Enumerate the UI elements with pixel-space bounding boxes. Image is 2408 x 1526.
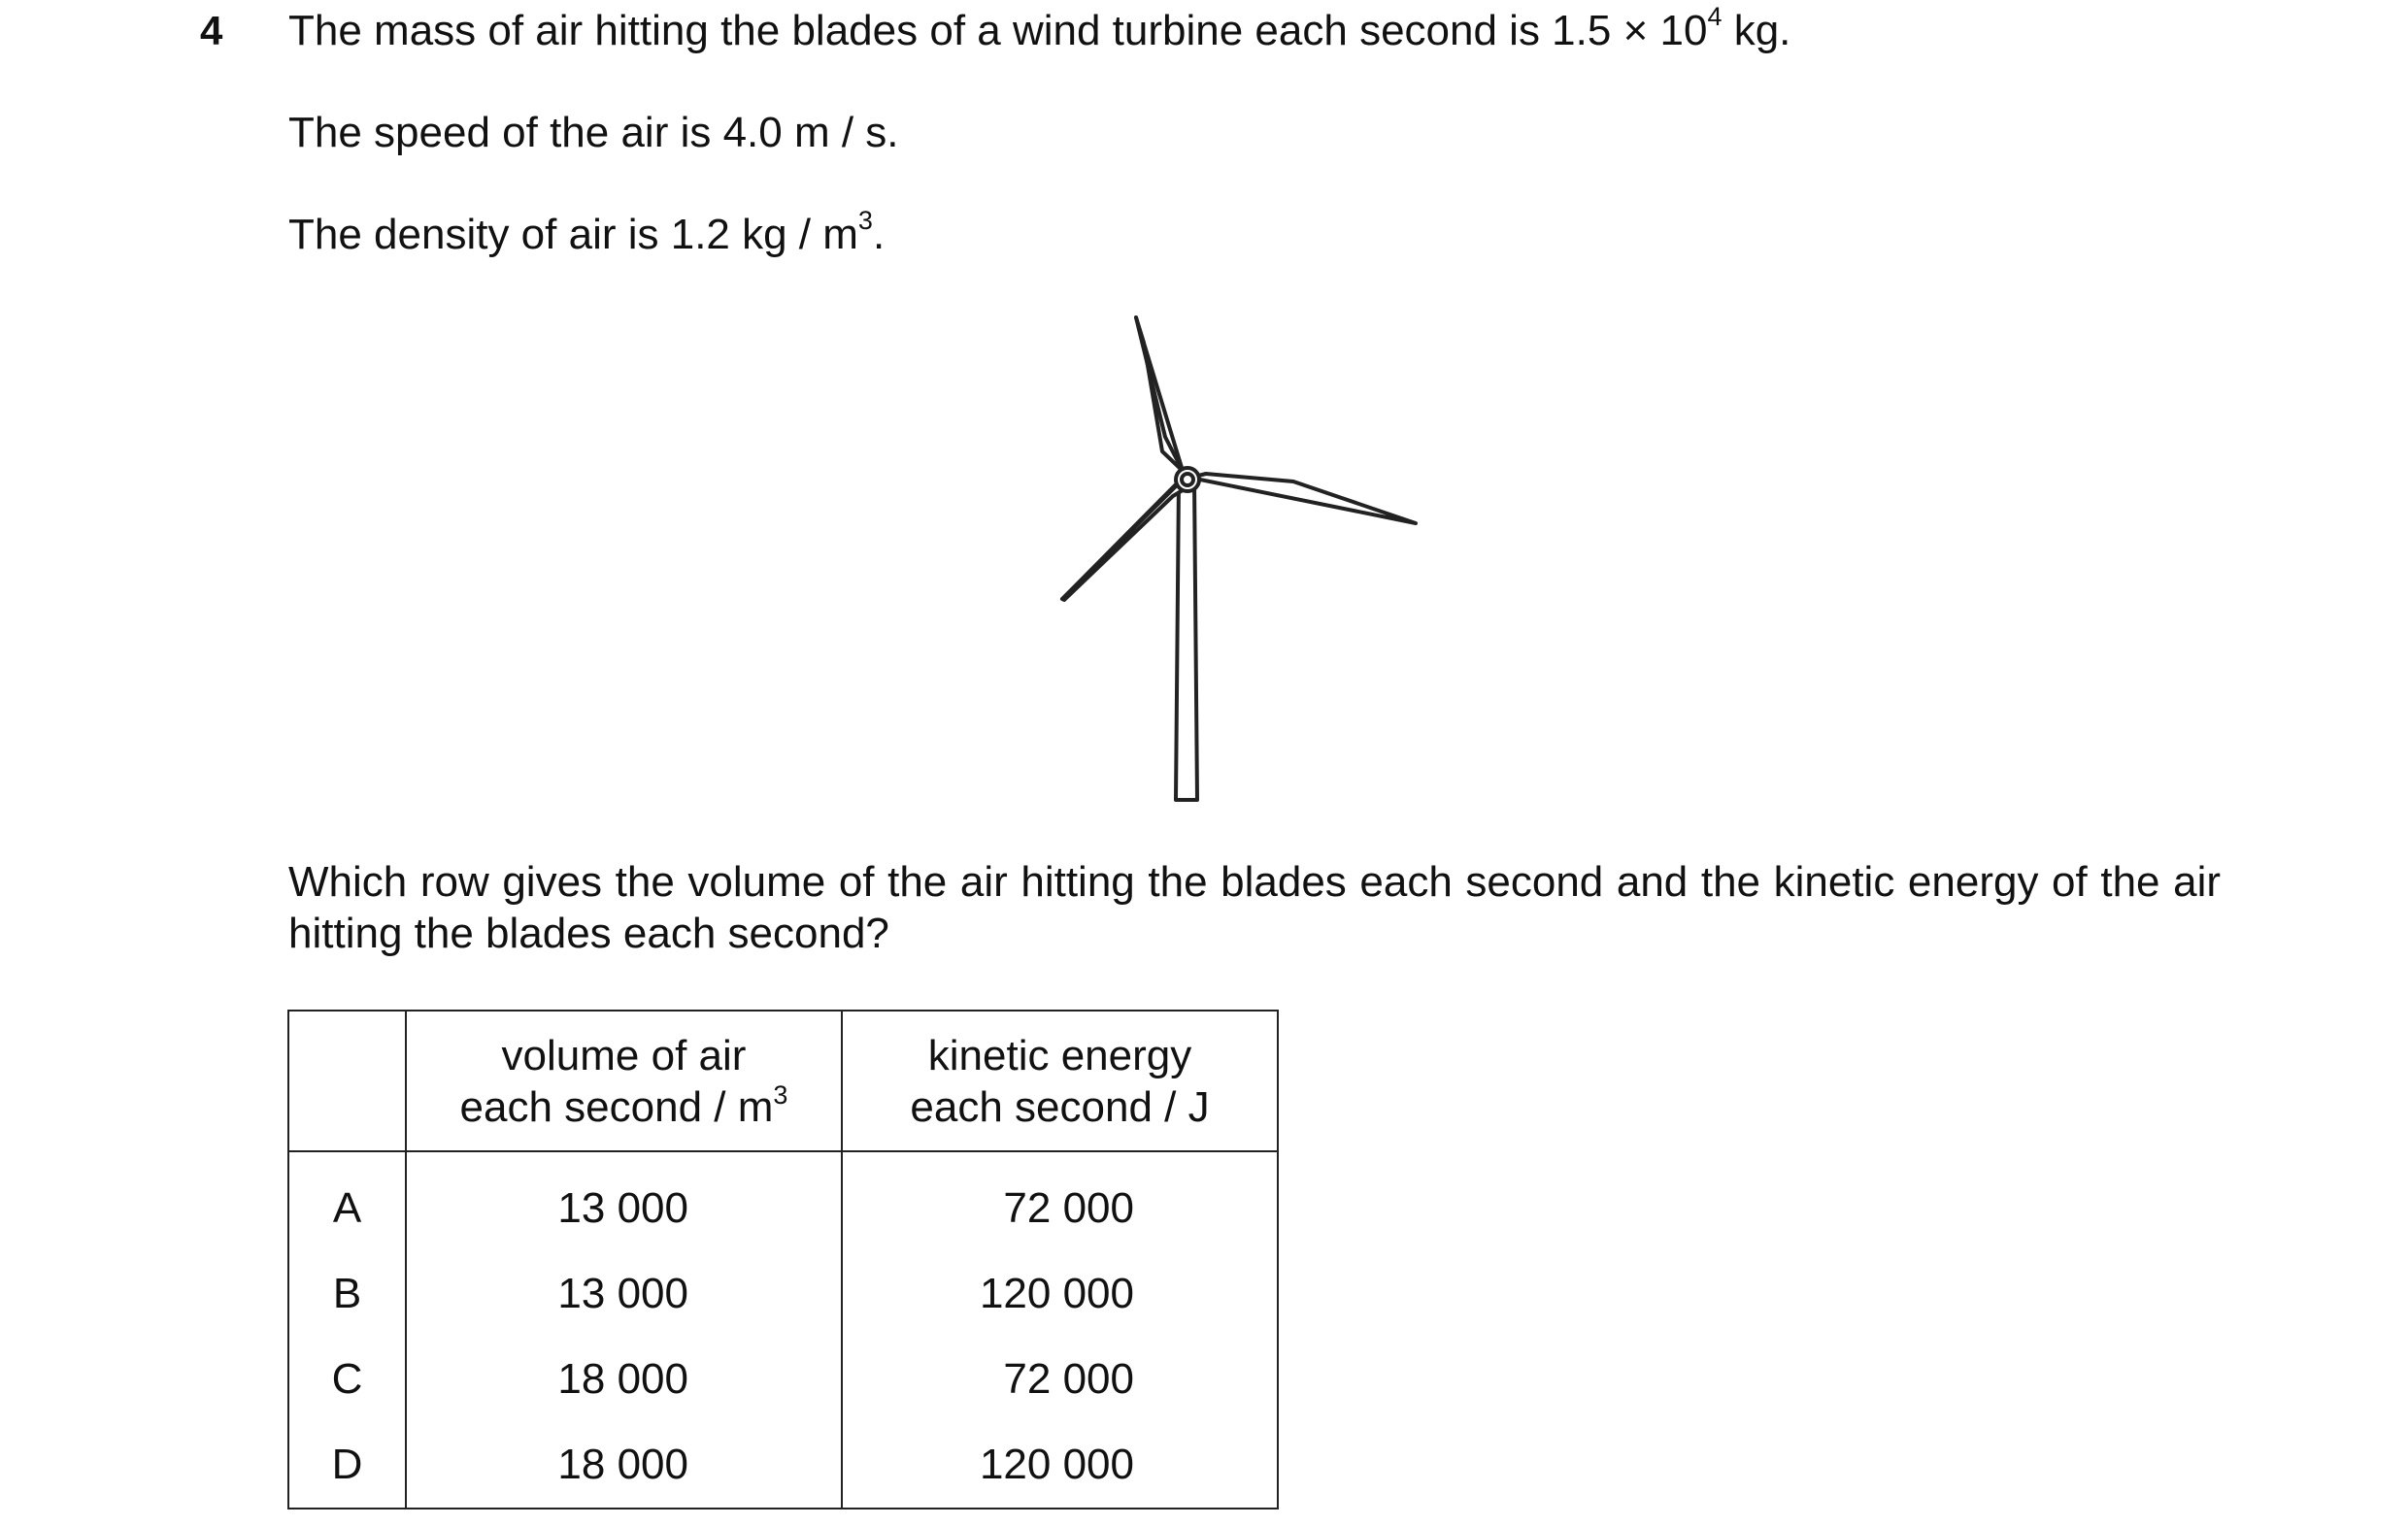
table-row[interactable] xyxy=(288,1151,1278,1251)
option-letter[interactable]: D xyxy=(288,1422,406,1509)
table-row[interactable] xyxy=(288,1422,1278,1509)
mass-unit: kg. xyxy=(1722,7,1791,54)
table-row[interactable] xyxy=(288,1251,1278,1337)
option-letter[interactable]: A xyxy=(288,1151,406,1251)
volume-cell xyxy=(406,1151,842,1251)
energy-value: 72 000 xyxy=(1003,1184,1134,1232)
volume-value: 18 000 xyxy=(557,1441,688,1488)
tower-shape xyxy=(1176,481,1197,800)
energy-cell xyxy=(842,1337,1278,1422)
volume-value: 18 000 xyxy=(557,1355,688,1403)
header-energy xyxy=(842,1011,1278,1151)
volume-value: 13 000 xyxy=(557,1270,688,1317)
energy-value: 120 000 xyxy=(979,1441,1134,1488)
wind-turbine-icon xyxy=(1020,291,1427,815)
mass-statement xyxy=(288,4,1790,58)
question-number: 4 xyxy=(200,8,223,53)
energy-value: 72 000 xyxy=(1003,1355,1134,1403)
density-statement xyxy=(288,208,885,262)
energy-value: 120 000 xyxy=(979,1270,1134,1317)
option-letter[interactable]: B xyxy=(288,1251,406,1337)
energy-cell xyxy=(842,1251,1278,1337)
question-prompt: Which row gives the volume of the air hitting the blades each second and the kinetic energy of the air hitting the blades each second? xyxy=(288,858,2221,957)
header-energy-line2: each second / J xyxy=(910,1082,1210,1131)
volume-cell xyxy=(406,1337,842,1422)
header-volume-line2: each second / m xyxy=(459,1082,774,1131)
header-energy-line1: kinetic energy xyxy=(927,1031,1192,1079)
table-row[interactable] xyxy=(288,1337,1278,1422)
speed-statement: The speed of the air is 4.0 m / s. xyxy=(288,109,899,156)
table-header-row xyxy=(288,1011,1278,1151)
energy-cell xyxy=(842,1151,1278,1251)
mass-exponent: 4 xyxy=(1707,2,1722,31)
mass-text: The mass of air hitting the blades of a wind turbine each second is 1.5 × 10 xyxy=(288,7,1708,54)
answer-table xyxy=(287,1010,1279,1509)
energy-cell xyxy=(842,1422,1278,1509)
blade-right xyxy=(1190,474,1416,523)
option-letter[interactable]: C xyxy=(288,1337,406,1422)
volume-cell xyxy=(406,1251,842,1337)
header-volume-exponent: 3 xyxy=(773,1079,788,1110)
volume-value: 13 000 xyxy=(557,1184,688,1232)
density-exponent: 3 xyxy=(857,206,873,235)
header-empty-cell xyxy=(288,1011,406,1151)
volume-cell xyxy=(406,1422,842,1509)
header-volume-line1: volume of air xyxy=(501,1031,747,1079)
density-end: . xyxy=(872,211,886,258)
header-volume xyxy=(406,1011,842,1151)
density-text: The density of air is 1.2 kg / m xyxy=(288,211,858,258)
